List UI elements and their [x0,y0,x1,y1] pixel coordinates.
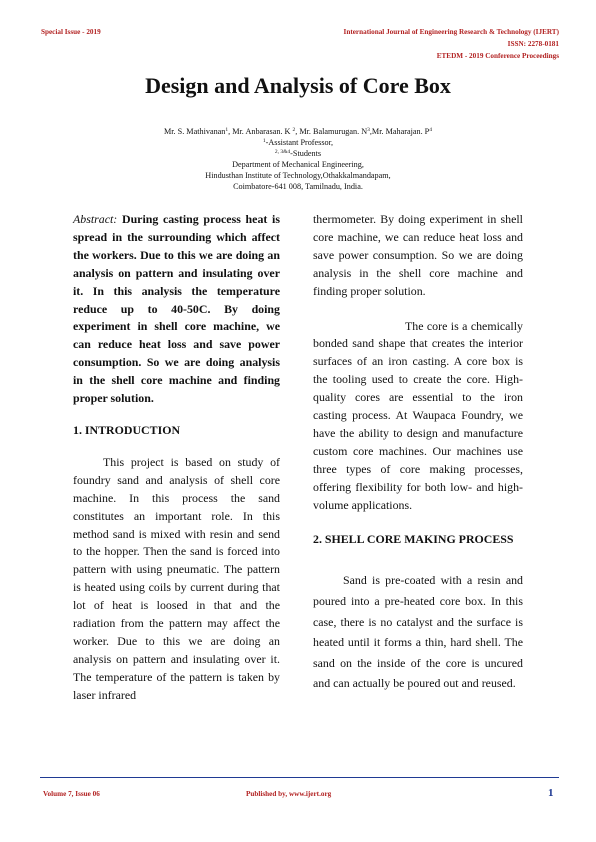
right-column [313,211,523,694]
section-2-paragraph: Sand is pre-coated with a resin and poured into a pre-heated core box. In this case, there is no catalyst and the surface is heated until it forms a thin, hard shell. The sand on the inside of the core is uncured and can actually be poured out and reused. [313,573,523,691]
abstract-text: During casting process heat is spread in the surrounding which affect the workers. Due to this we are doing an analysis on pattern and insulating over it. In this analysis the temperature reduce up to 40-50C. By doing experiment in shell core machine, we can reduce heat loss and save power consumption. So we are doing analysis in the shell core machine and finding proper solution. [73,212,280,406]
author-institute: Hindusthan Institute of Technology,Othakkalmandapam, [205,171,391,180]
header-issn: ISSN: 2278-0181 [507,40,559,48]
author-4: ,Mr. Maharajan. P [369,127,430,136]
author-4-sup: 4 [429,127,432,133]
author-1: Mr. S. Mathivanan [164,127,226,136]
left-column [73,211,280,705]
role-1-text: -Assistant Professor, [265,138,334,147]
introduction-heading: 1. INTRODUCTION [73,422,181,437]
author-2: , Mr. Anbarasan. K [228,127,293,136]
footer-rule [40,777,559,778]
role-1-sup: 1 [262,138,266,144]
abstract [73,211,280,408]
footer-published-by: Published by, www.ijert.org [246,790,332,798]
introduction-paragraph-1-continued: thermometer. By doing experiment in shell core machine, we can reduce heat loss and save power consumption. So we are doing analysis in the shell core machine and finding proper solution. [313,212,523,298]
introduction-paragraph-1: This project is based on study of foundry sand and analysis of shell core machine. In this process the sand constitutes an important role. In this method sand is mixed with resin and send to the hopper. Then the sand is forced into pattern with using pneumatic. The pattern is heated using coils by current during that lot of heat is loosed in that and the radiation from the pattern may affect the worker. Due to this we are doing an analysis on pattern and insulating over it. The temperature of the pattern is taken by laser infrared [73,454,280,702]
header-conference: ETEDM - 2019 Conference Proceedings [436,52,559,60]
paper-title: Design and Analysis of Core Box [145,73,451,98]
author-2-sup: 2 [292,127,296,133]
section-2-heading: 2. SHELL CORE MAKING PROCESS [313,531,514,546]
header-special-issue: Special Issue - 2019 [41,28,101,36]
author-1-sup: 1 [225,127,229,133]
introduction-paragraph-2: The core is a chemically bonded sand shape that creates the interior surfaces of an iron casting. A core box is the tooling used to create the core. High-quality cores are essential to the iron casting process. At Waupaca Foundry, we have the ability to design and manufacture custom core machines. Our machines use three types of core making processes, offering flexibility for both low- and high-volume applications. [313,318,523,512]
author-names [0,126,596,137]
author-role-2 [0,148,596,159]
page-number: 1 [548,787,554,799]
author-3-sup: 3 [367,127,370,133]
footer-volume: Volume 7, Issue 06 [43,790,100,798]
author-address: Coimbatore-641 008, Tamilnadu, India. [233,182,363,191]
role-2-sup: 2, 3&4 [274,149,291,155]
abstract-label: Abstract: [73,212,118,226]
author-block [0,126,596,192]
author-role-1 [0,137,596,148]
author-3: , Mr. Balamurugan. N [295,127,368,136]
header-journal-name: International Journal of Engineering Research & Technology (IJERT) [343,28,559,36]
author-department: Department of Mechanical Engineering, [232,160,364,169]
role-2-text: -Students [290,149,322,158]
